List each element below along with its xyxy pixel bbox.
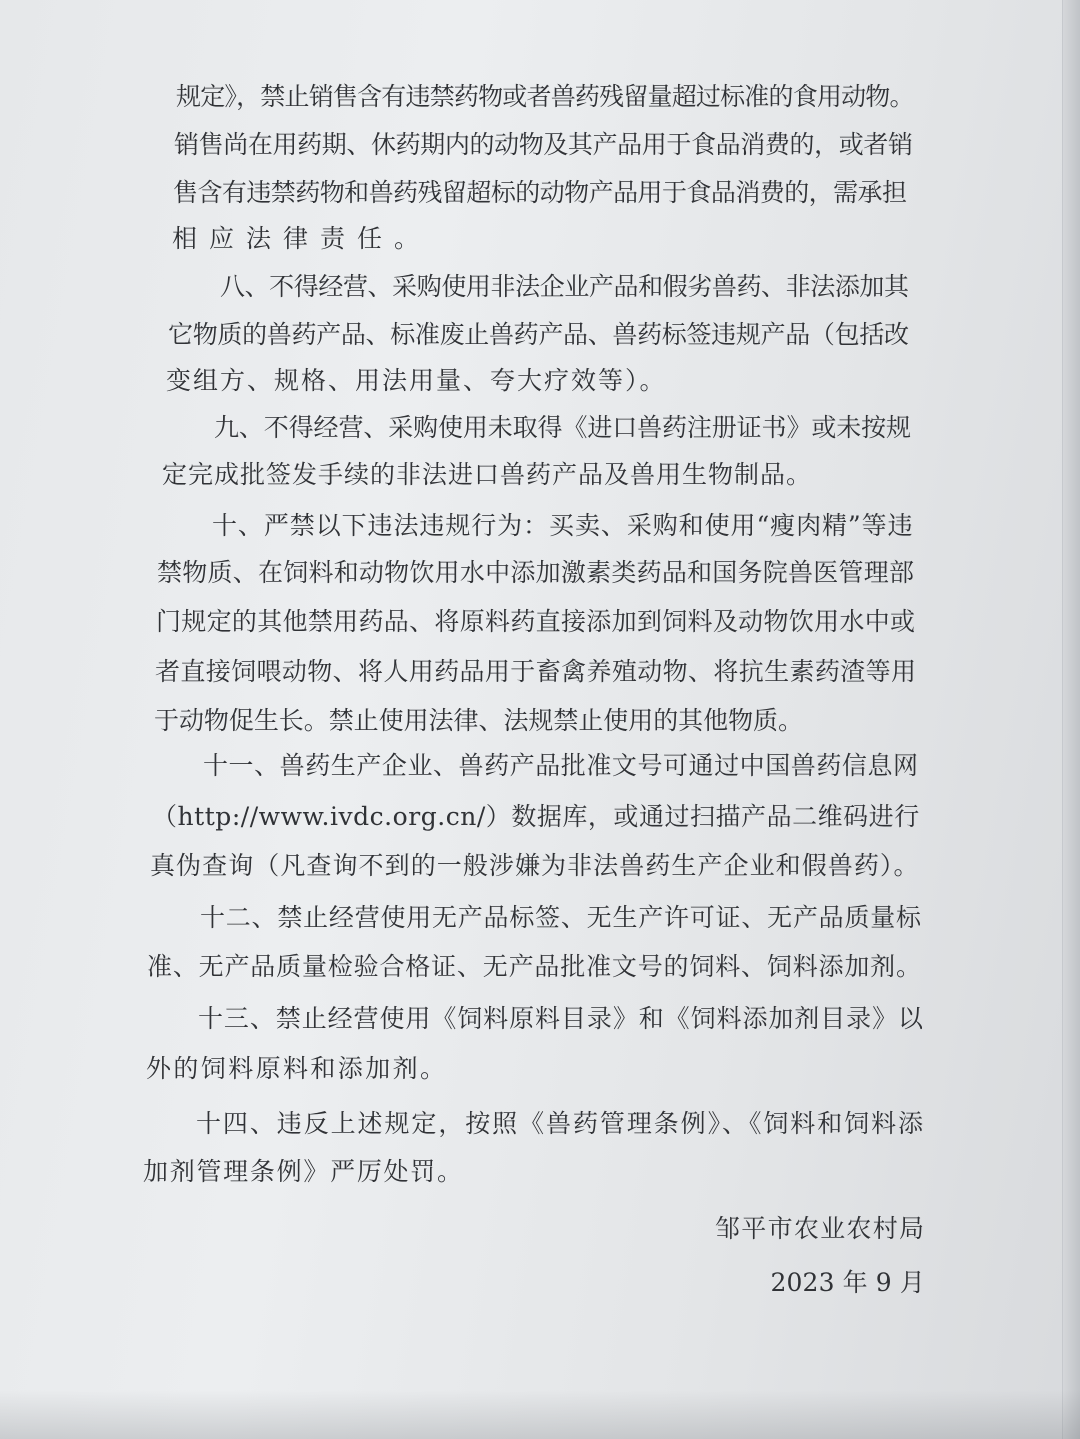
text-line: 相应法律责任。 [172, 224, 432, 253]
text-line: 定完成批签发手续的非法进口兽药产品及兽用生物制品。 [162, 460, 813, 489]
text-line: 售含有违禁药物和兽药残留超标的动物产品用于食品消费的，需承担 [173, 178, 907, 207]
text-line: 门规定的其他禁用药品、将原料药直接添加到饲料及动物饮用水中或 [156, 607, 916, 636]
text-line: （http://www.ivdc.org.cn/）数据库，或通过扫描产品二维码进行 [152, 802, 920, 831]
text-line: 外的饲料原料和添加剂。 [146, 1054, 448, 1083]
clause-8-line: 八、不得经营、采购使用非法企业产品和假劣兽药、非法添加其 [220, 272, 909, 301]
clause-9-line: 九、不得经营、采购使用未取得《进口兽药注册证书》或未按规 [214, 413, 911, 442]
clause-11-line: 十一、兽药生产企业、兽药产品批准文号可通过中国兽药信息网 [203, 751, 919, 780]
clause-13-line: 十三、禁止经营使用《饲料原料目录》和《饲料添加剂目录》以 [198, 1004, 924, 1033]
text-line: 真伪查询（凡查询不到的一般涉嫌为非法兽药生产企业和假兽药）。 [150, 851, 920, 880]
clause-14-line: 十四、违反上述规定，按照《兽药管理条例》、《饲料和饲料添 [196, 1109, 925, 1138]
text-line: 它物质的兽药产品、标准废止兽药产品、兽药标签违规产品（包括改 [168, 320, 909, 349]
signature-organization: 邹平市农业农村局 [715, 1214, 926, 1243]
text-line: 准、无产品质量检验合格证、无产品批准文号的饲料、饲料添加剂。 [147, 952, 922, 981]
text-line: 变组方、规格、用法用量、夸大疗效等）。 [166, 366, 667, 395]
clause-12-line: 十二、禁止经营使用无产品标签、无生产许可证、无产品质量标 [200, 903, 922, 932]
bottom-shadow [0, 1390, 1080, 1439]
signature-date: 2023 年 9 月 [770, 1268, 925, 1297]
text-line: 禁物质、在饲料和动物饮用水中添加激素类药品和国务院兽医管理部 [157, 558, 915, 587]
text-line: 销售尚在用药期、休药期内的动物及其产品用于食品消费的，或者销 [174, 130, 913, 159]
page-edge-shadow [1062, 0, 1080, 1439]
text-line: 者直接饲喂动物、将人用药品用于畜禽养殖动物、将抗生素药渣等用 [155, 657, 917, 686]
clause-10-line: 十、严禁以下违法违规行为：买卖、采购和使用“瘦肉精”等违 [212, 511, 914, 540]
text-line: 加剂管理条例》严厉处罚。 [143, 1157, 464, 1186]
text-line: 规定》，禁止销售含有违禁药物或者兽药残留量超过标准的食用动物。 [176, 82, 914, 111]
text-line: 于动物促生长。禁止使用法律、法规禁止使用的其他物质。 [154, 706, 803, 735]
